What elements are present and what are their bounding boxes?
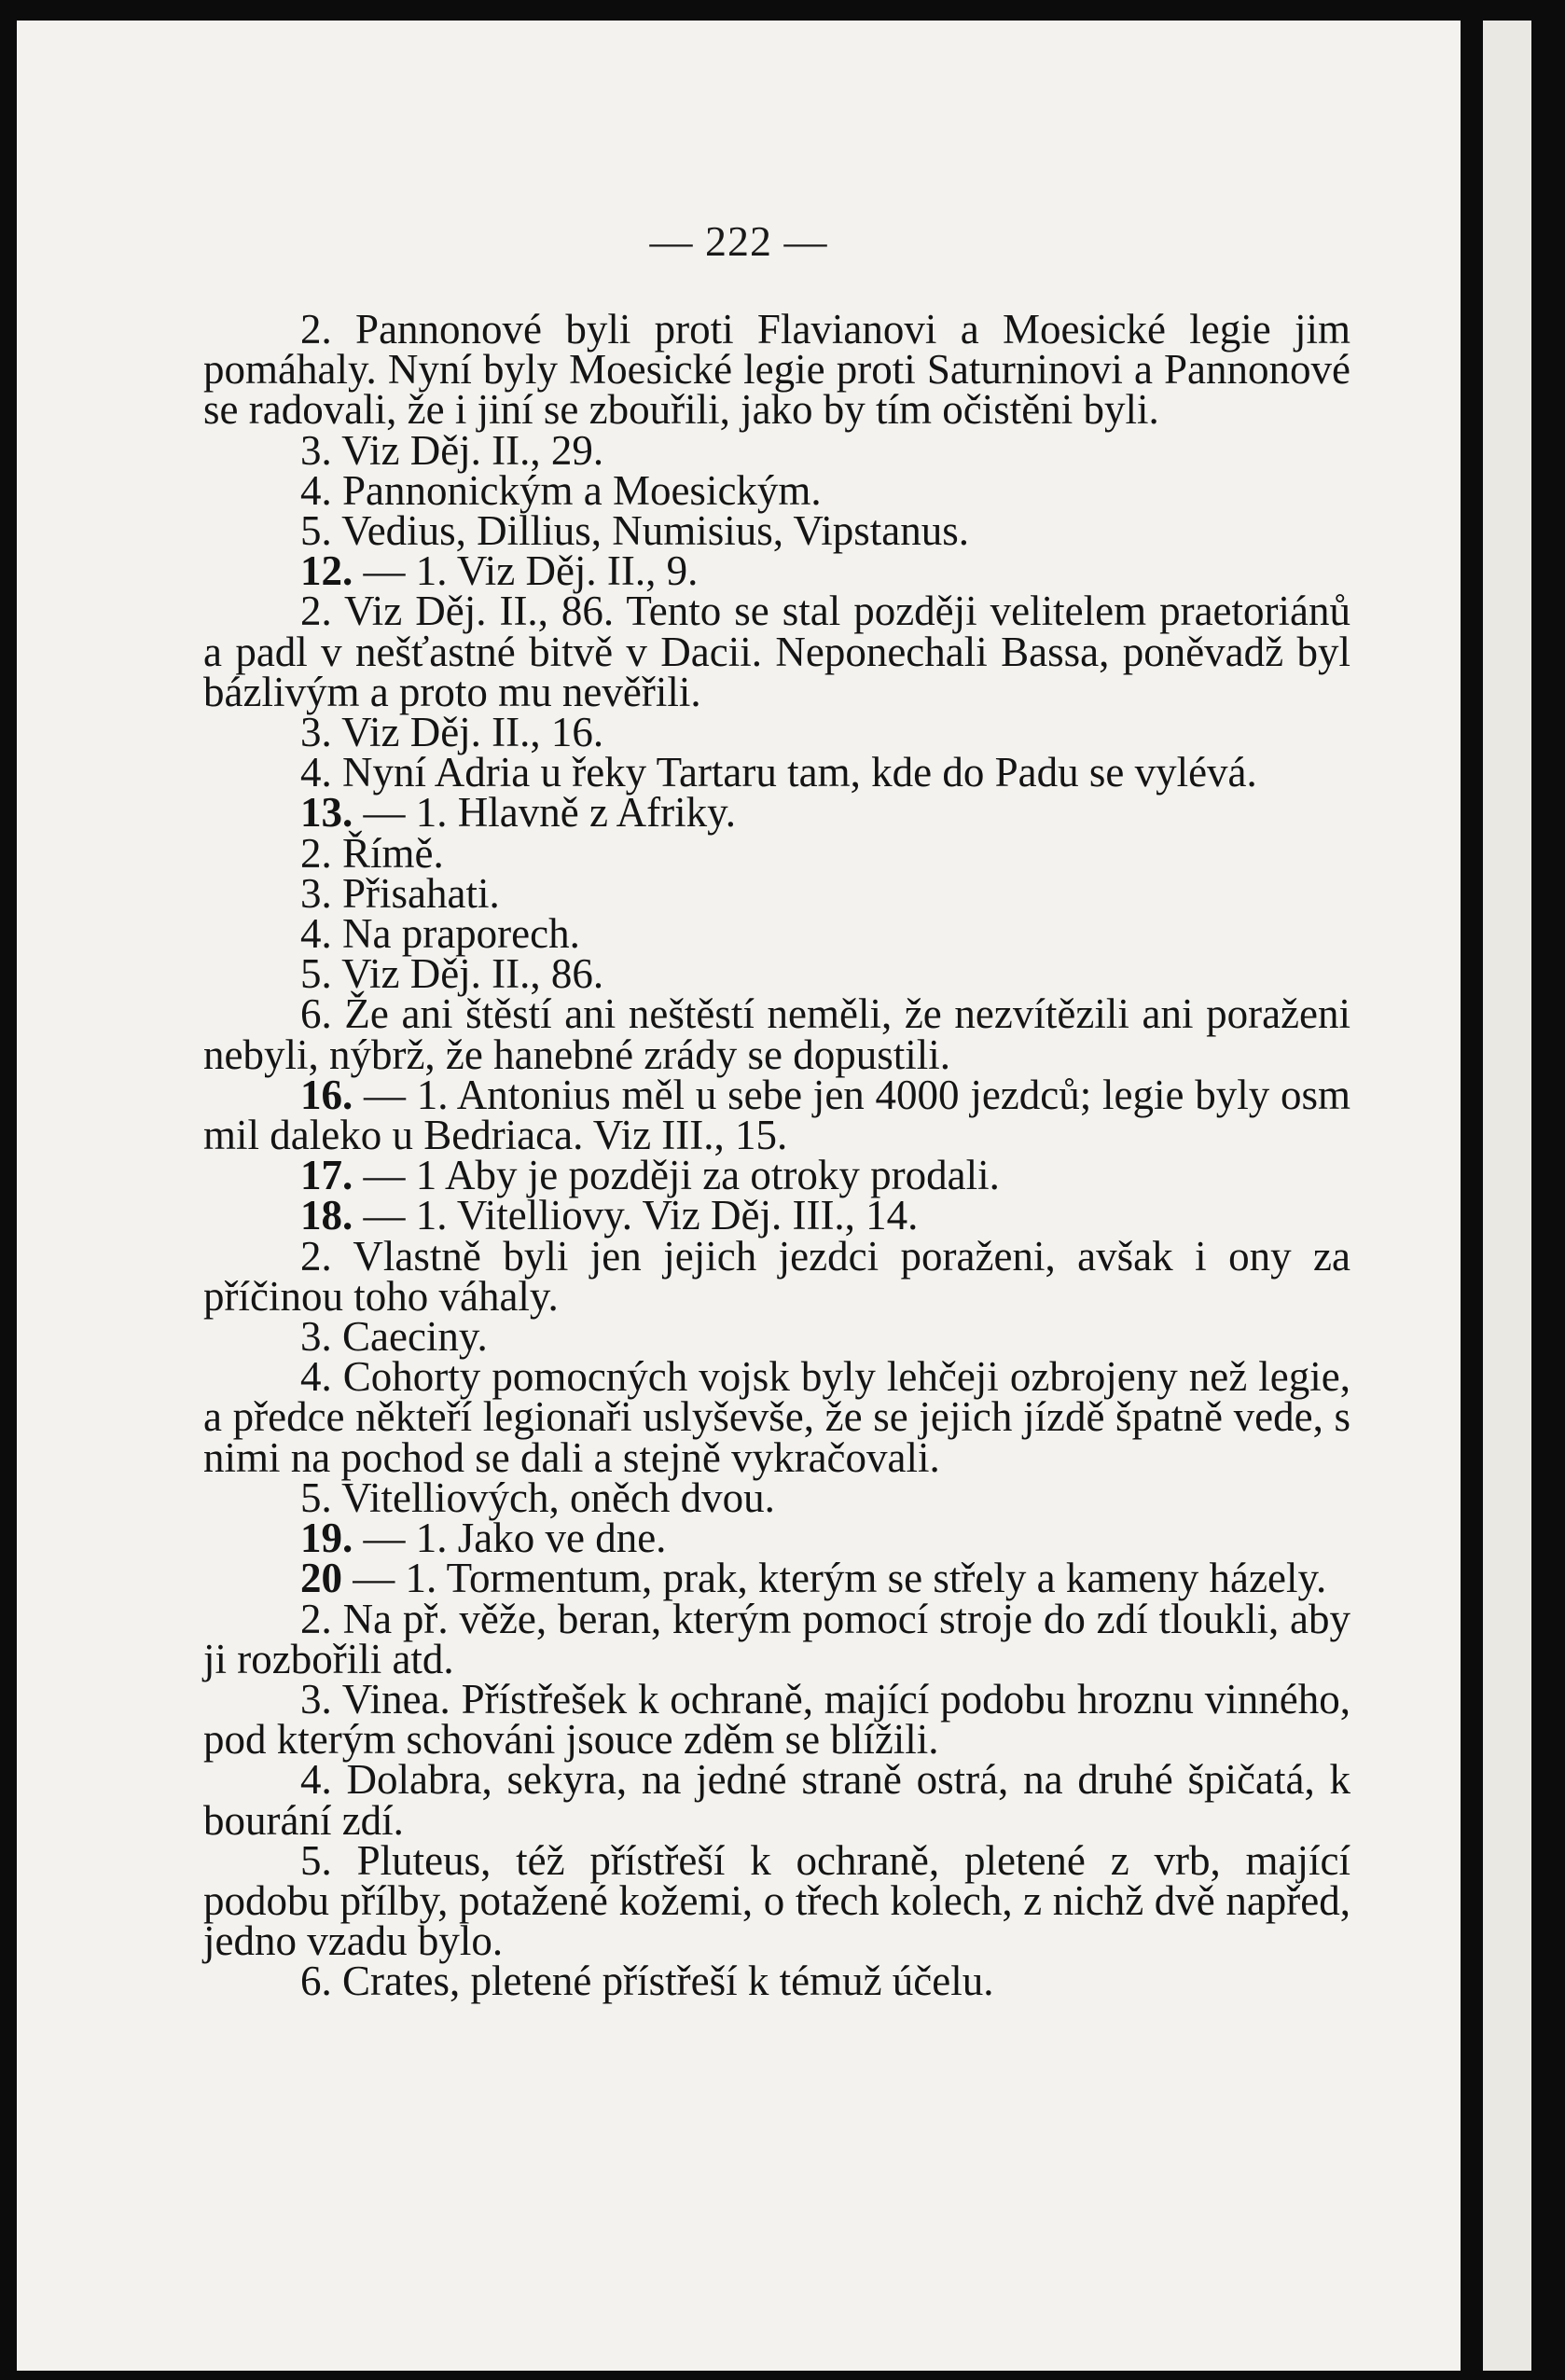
page-scan bbox=[17, 21, 1461, 2371]
note-paragraph: 4. Na praporech. bbox=[300, 910, 580, 958]
note-paragraph: 2. Vlastně byli jen jejich jezdci poraženi, avšak i ony za příčinou toho váhaly. bbox=[203, 1232, 1350, 1320]
note-paragraph: 4. Nyní Adria u řeky Tartaru tam, kde do Padu se vylévá. bbox=[300, 749, 1257, 796]
section-paragraph: 17. — 1 Aby je později za otroky prodali. bbox=[300, 1152, 1000, 1199]
note-paragraph: 2. Na př. věže, beran, kterým pomocí stroje do zdí tloukli, aby ji rozbořili atd. bbox=[203, 1595, 1350, 1682]
section-number: 13. bbox=[300, 789, 353, 837]
note-paragraph: 3. Caeciny. bbox=[300, 1313, 488, 1361]
footnotes-text bbox=[203, 306, 1350, 2005]
section-number: 20 bbox=[300, 1555, 342, 1602]
section-paragraph: 20 — 1. Tormentum, prak, kterým se střely a kameny házely. bbox=[300, 1555, 1327, 1602]
note-paragraph: 6. Že ani štěstí ani neštěstí neměli, že nezvítězili ani poraženi nebyli, nýbrž, že hanebné zrády se dopustili. bbox=[203, 990, 1350, 1078]
note-paragraph: 5. Pluteus, též přístřeší k ochraně, pletené z vrb, mající podobu přílby, potažené kožemi, o třech kolech, z nichž dvě napřed, jedno vzadu bylo. bbox=[203, 1836, 1350, 1965]
note-paragraph: 4. Pannonickým a Moesickým. bbox=[300, 466, 822, 514]
section-number: 19. bbox=[300, 1515, 353, 1562]
section-number: 18. bbox=[300, 1192, 353, 1239]
section-paragraph: 13. — 1. Hlavně z Afriky. bbox=[300, 789, 736, 837]
note-paragraph: 2. Římě. bbox=[300, 829, 444, 877]
note-paragraph: 6. Crates, pletené přístřeší k témuž účelu. bbox=[300, 1958, 994, 2005]
section-number: 12. bbox=[300, 547, 353, 595]
note-paragraph: 3. Přisahati. bbox=[300, 869, 500, 917]
page-number: — 222 — bbox=[649, 217, 828, 265]
note-paragraph: 2. Viz Děj. II., 86. Tento se stal později velitelem praetoriánů a padl v nešťastné bitvě v Dacii. Neponechali Bassa, poněvadž byl bázlivým a proto mu nevěřili. bbox=[203, 588, 1350, 715]
note-paragraph: 3. Viz Děj. II., 16. bbox=[300, 709, 604, 756]
note-paragraph: 4. Dolabra, sekyra, na jedné straně ostrá, na druhé špičatá, k bourání zdí. bbox=[203, 1756, 1350, 1844]
note-paragraph: 5. Viz Děj. II., 86. bbox=[300, 950, 604, 998]
note-paragraph: 3. Vinea. Přístřešek k ochraně, mající podobu hroznu vinného, pod kterým schováni jsouce zděm se blížili. bbox=[203, 1675, 1350, 1764]
section-paragraph: 19. — 1. Jako ve dne. bbox=[300, 1515, 667, 1562]
section-paragraph: 12. — 1. Viz Děj. II., 9. bbox=[300, 547, 699, 595]
note-paragraph: 5. Vitelliových, oněch dvou. bbox=[300, 1474, 775, 1521]
note-paragraph: 2. Pannonové byli proti Flavianovi a Moesické legie jim pomáhaly. Nyní byly Moesické legie proti Saturninovi a Pannonové se radovali, že i jiní se zbouřili, jako by tím očistěni byli. bbox=[203, 306, 1350, 434]
note-paragraph: 4. Cohorty pomocných vojsk byly lehčeji ozbrojeny než legie, a předce někteří legionaři uslyševše, že se jejich jízdě špatně vede, s nimi na pochod se dali a stejně vykračovali. bbox=[203, 1353, 1350, 1481]
section-number: 17. bbox=[300, 1152, 353, 1199]
note-paragraph: 5. Vedius, Dillius, Numisius, Vipstanus. bbox=[300, 507, 969, 555]
section-number: 16. bbox=[300, 1071, 353, 1118]
section-paragraph: 16. — 1. Antonius měl u sebe jen 4000 jezdců; legie byly osm mil daleko u Bedriaca. Viz III., 15. bbox=[203, 1071, 1350, 1159]
section-paragraph: 18. — 1. Vitelliovy. Viz Děj. III., 14. bbox=[300, 1192, 919, 1239]
note-paragraph: 3. Viz Děj. II., 29. bbox=[300, 426, 604, 474]
adjacent-page-edge bbox=[1483, 21, 1531, 2371]
